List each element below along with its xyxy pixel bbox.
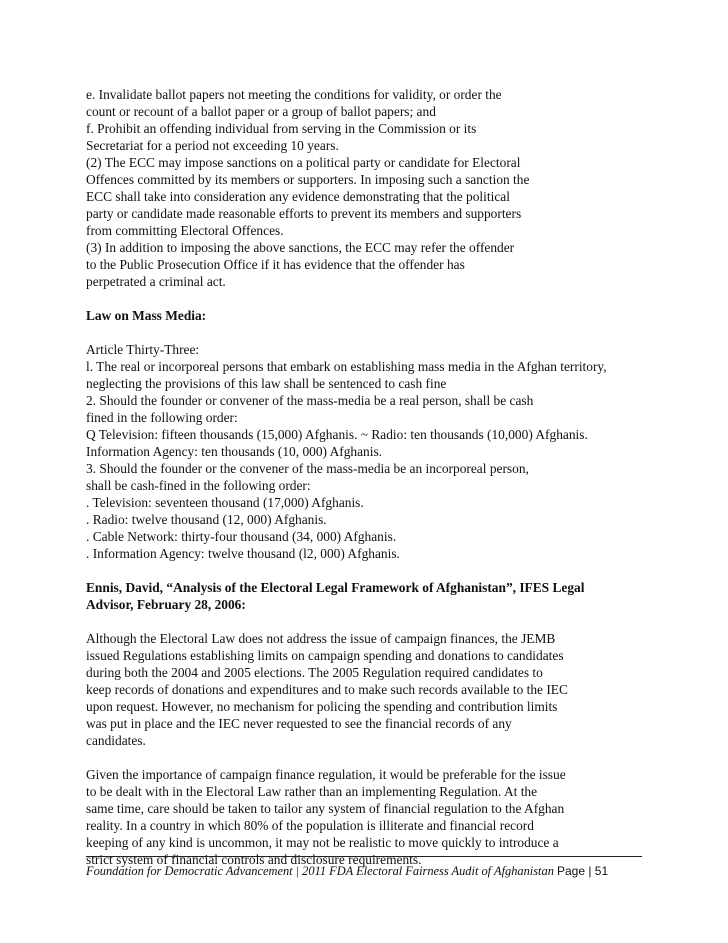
text-line: e. Invalidate ballot papers not meeting the conditions for validity, or order the: [86, 87, 502, 102]
page-footer: [86, 864, 656, 879]
text-line: Although the Electoral Law does not address the issue of campaign finances, the JEMB: [86, 631, 556, 646]
text-line: (2) The ECC may impose sanctions on a political party or candidate for Electoral: [86, 155, 521, 170]
text-line: . Television: seventeen thousand (17,000) Afghanis.: [86, 495, 364, 510]
page-number: Page | 51: [557, 864, 609, 878]
text-line: reality. In a country in which 80% of the population is illiterate and financial record: [86, 818, 534, 833]
text-line: perpetrated a criminal act.: [86, 274, 226, 289]
text-line: Article Thirty-Three:: [86, 342, 200, 357]
text-line: from committing Electoral Offences.: [86, 223, 284, 238]
text-line: Secretariat for a period not exceeding 10 years.: [86, 138, 339, 153]
text-line: ECC shall take into consideration any evidence demonstrating that the political: [86, 189, 510, 204]
text-line: same time, care should be taken to tailor any system of financial regulation to the Afghan: [86, 801, 565, 816]
section-mass-media: [86, 307, 656, 562]
text-line: . Information Agency: twelve thousand (l2, 000) Afghanis.: [86, 546, 400, 561]
section-heading: Advisor, February 28, 2006:: [86, 597, 246, 612]
text-line: to be dealt with in the Electoral Law rather than an implementing Regulation. At the: [86, 784, 538, 799]
text-line: Information Agency: ten thousands (10, 000) Afghanis.: [86, 444, 383, 459]
text-line: count or recount of a ballot paper or a group of ballot papers; and: [86, 104, 436, 119]
section-ennis-analysis: [86, 579, 656, 868]
text-line: keep records of donations and expenditures and to make such records available to the IEC: [86, 682, 568, 697]
text-line: upon request. However, no mechanism for policing the spending and contribution limits: [86, 699, 558, 714]
footer-title: Foundation for Democratic Advancement | 2011 FDA Electoral Fairness Audit of Afghanistan: [86, 864, 554, 878]
text-line: keeping of any kind is uncommon, it may not be realistic to move quickly to introduce a: [86, 835, 559, 850]
paragraph-gap: [86, 613, 656, 630]
text-line: party or candidate made reasonable efforts to prevent its members and supporters: [86, 206, 522, 221]
document-body: [86, 86, 656, 868]
section-sanctions: [86, 86, 656, 290]
text-line: fined in the following order:: [86, 410, 238, 425]
text-line: . Radio: twelve thousand (12, 000) Afghanis.: [86, 512, 327, 527]
footer-divider: [86, 856, 642, 857]
text-line: candidates.: [86, 733, 146, 748]
text-line: strict system of financial controls and disclosure requirements.: [86, 852, 422, 867]
text-line: issued Regulations establishing limits on campaign spending and donations to candidates: [86, 648, 564, 663]
paragraph-gap: [86, 290, 656, 307]
text-line: was put in place and the IEC never requested to see the financial records of any: [86, 716, 512, 731]
paragraph-gap: [86, 324, 656, 341]
text-line: Given the importance of campaign finance regulation, it would be preferable for the issue: [86, 767, 566, 782]
section-heading: Ennis, David, “Analysis of the Electoral Legal Framework of Afghanistan”, IFES Legal: [86, 580, 585, 595]
text-line: f. Prohibit an offending individual from serving in the Commission or its: [86, 121, 477, 136]
text-line: (3) In addition to imposing the above sanctions, the ECC may refer the offender: [86, 240, 515, 255]
text-line: Offences committed by its members or supporters. In imposing such a sanction the: [86, 172, 530, 187]
paragraph-gap: [86, 749, 656, 766]
paragraph-gap: [86, 562, 656, 579]
text-line: shall be cash-fined in the following order:: [86, 478, 311, 493]
text-line: during both the 2004 and 2005 elections. The 2005 Regulation required candidates to: [86, 665, 543, 680]
text-line: 2. Should the founder or convener of the mass-media be a real person, shall be cash: [86, 393, 534, 408]
text-line: l. The real or incorporeal persons that embark on establishing mass media in the Afghan territory,: [86, 359, 607, 374]
text-line: Q Television: fifteen thousands (15,000) Afghanis. ~ Radio: ten thousands (10,000) Afghanis.: [86, 427, 588, 442]
text-line: neglecting the provisions of this law shall be sentenced to cash fine: [86, 376, 447, 391]
text-line: to the Public Prosecution Office if it has evidence that the offender has: [86, 257, 465, 272]
text-line: 3. Should the founder or the convener of the mass-media be an incorporeal person,: [86, 461, 529, 476]
section-heading: Law on Mass Media:: [86, 308, 207, 323]
text-line: . Cable Network: thirty-four thousand (34, 000) Afghanis.: [86, 529, 397, 544]
